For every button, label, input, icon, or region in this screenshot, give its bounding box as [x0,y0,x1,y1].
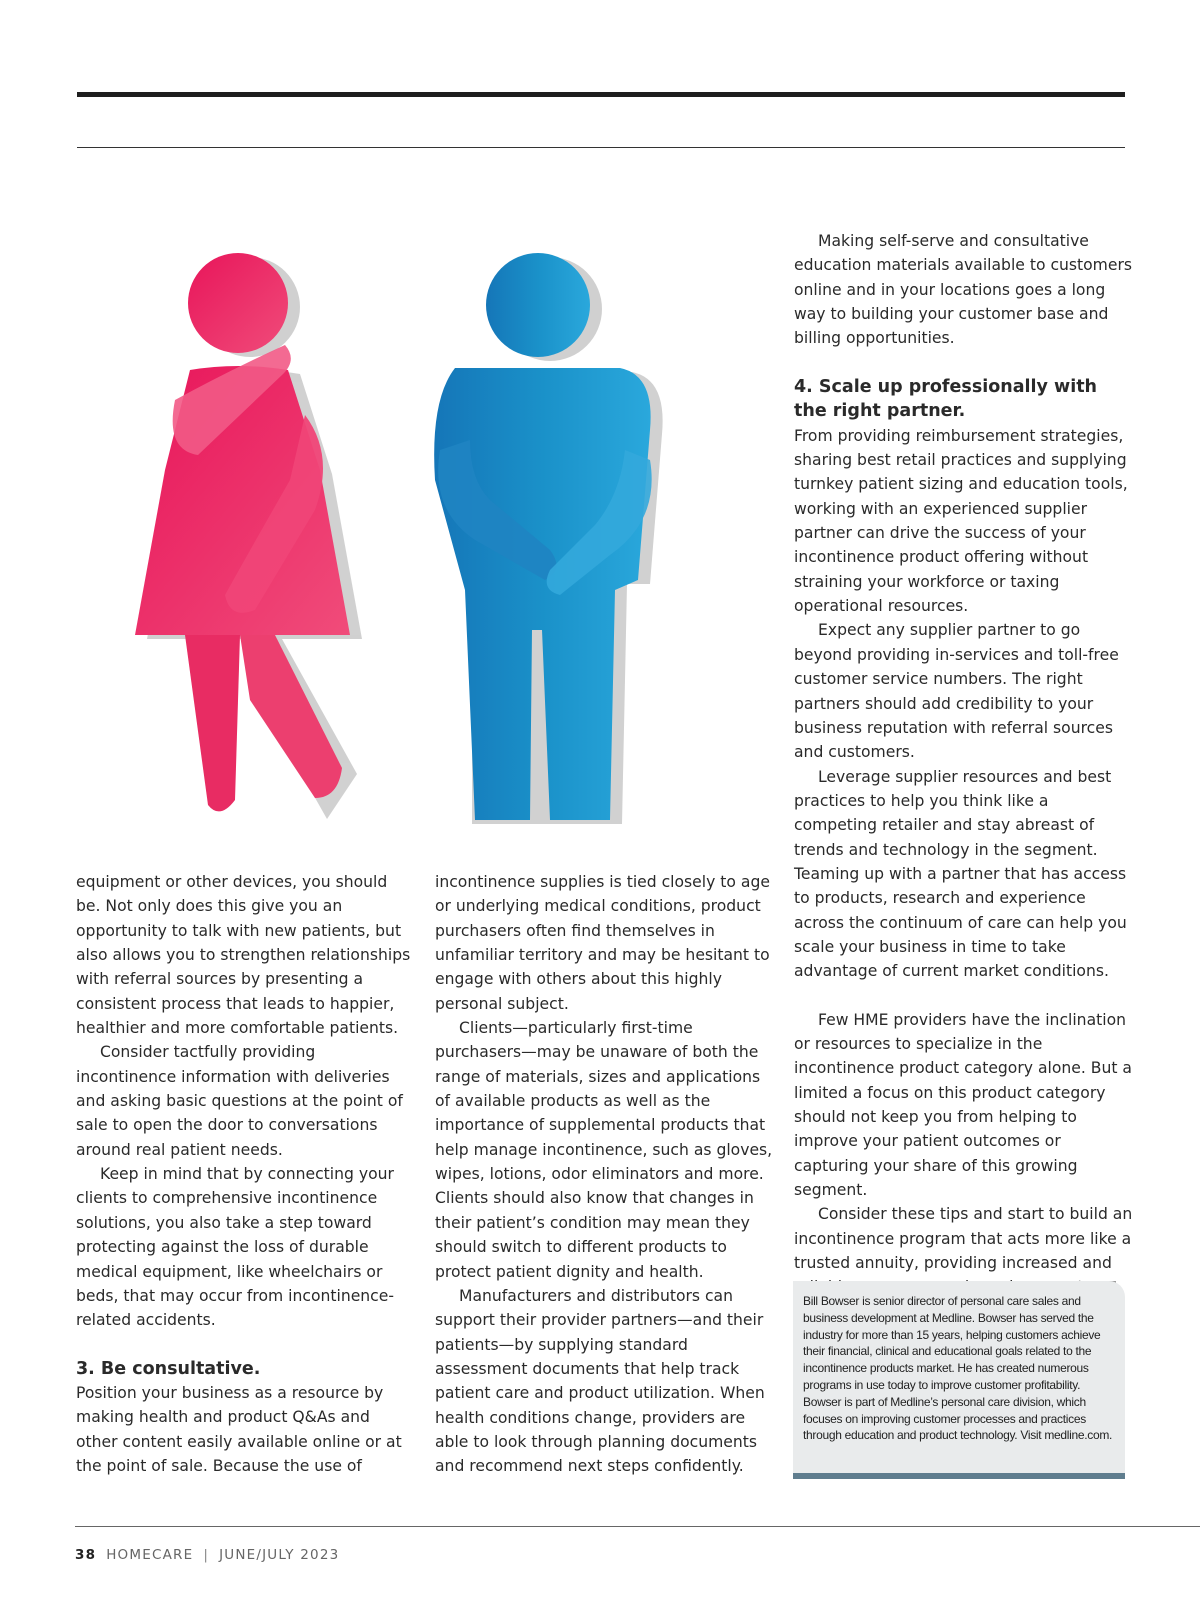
footer-separator: | [203,1547,210,1563]
col3-paragraph-2: From providing reimbursement strategies, sharing best retail practices and supplying turnkey patient sizing and education tools, working with an experienced supplier partner can drive the success of your incontinence product offering without straining your workforce or taxing operational resources. [794,426,1128,616]
page-footer [75,1547,339,1563]
author-bio-box [793,1281,1125,1479]
author-bio-text: Bill Bowser is senior director of personal care sales and business development at Medline. Bowser has served the industry for more than 15 years, helping customers achieve their financial, clinical and educational goals related to the incontinence products market. He has created numerous programs in use today to improve customer profitability. Bowser is part of Medline’s personal care division, which focuses on improving customer processes and practices through education and product technology. Visit medline.com. [803,1294,1113,1443]
incontinence-figures-illustration [120,250,700,850]
issue-date: JUNE/JULY 2023 [219,1547,340,1563]
page-number: 38 [75,1547,97,1563]
woman-head [188,253,288,353]
publication-name: HOMECARE [106,1547,194,1563]
article-column-3 [794,229,1134,1300]
section-heading-3: 3. Be consultative. [76,1358,261,1379]
col2-paragraph-2: Clients—particularly first-time purchasers—may be unaware of both the range of materials, sizes and applications of available products as well as the importance of supplemental products that help manage incontinence, such as gloves, wipes, lotions, odor eliminators and more. Clients should also know that changes in their patient’s condition may mean they should switch to different products to protect patient dignity and health. [435,1019,773,1281]
section-heading-4: 4. Scale up professionally with the right partner. [794,376,1098,422]
col1-paragraph-3: Keep in mind that by connecting your clients to comprehensive incontinence solutions, you also take a step toward protecting against the loss of durable medical equipment, like wheelchairs or beds, that may occur from incontinence-related accidents. [76,1165,394,1330]
col3-paragraph-6-text: Consider these tips and start to build an incontinence program that acts more like a trusted annuity, providing increased and [794,1205,1133,1273]
woman-figure [135,253,362,819]
col3-paragraph-5: Few HME providers have the inclination or resources to specialize in the incontinence product category alone. But a limited a focus on this product category should not keep you from helping to improve your patient outcomes or capturing your share of this growing segment. [794,1010,1132,1200]
col1-paragraph-4: Position your business as a resource by making health and product Q&As and other content easily available online or at the point of sale. Because the use of [76,1384,402,1476]
article-column-1 [76,870,416,1478]
header-rule-thin [77,147,1125,148]
man-figure [434,253,662,824]
col3-paragraph-4: Leverage supplier resources and best practices to help you think like a competing retailer and stay abreast of trends and technology in the segment. Teaming up with a partner that has access to products, research and experience across the continuum of care can help you scale your business in time to take advantage of current market conditions. [794,767,1127,981]
col2-paragraph-1: incontinence supplies is tied closely to age or underlying medical conditions, product purchasers often find themselves in unfamiliar territory and may be hesitant to engage with others about this highly personal subject. [435,873,770,1013]
footer-rule [75,1526,1200,1527]
col3-paragraph-1: Making self-serve and consultative education materials available to customers online and in your locations goes a long way to building your customer base and billing opportunities. [794,232,1133,348]
col2-paragraph-3: Manufacturers and distributors can support their provider partners—and their patients—by supplying standard assessment documents that help track patient care and product utilization. When health conditions change, providers are able to look through planning documents and recommend next steps confidently. [435,1286,765,1476]
col1-paragraph-2: Consider tactfully providing incontinence information with deliveries and asking basic questions at the point of sale to open the door to conversations around real patient needs. [76,1043,403,1159]
article-column-2 [435,870,775,1479]
woman-left-leg [185,635,240,811]
col1-paragraph-1: equipment or other devices, you should be. Not only does this give you an opportunity to talk with new patients, but also allows you to strengthen relationships with referral sources by presenting a consistent process that leads to happier, healthier and more comfortable patients. [76,873,411,1038]
header-rule-thick [77,92,1125,97]
man-head [486,253,590,357]
col3-paragraph-3: Expect any supplier partner to go beyond providing in-services and toll-free customer service numbers. The right partners should add credibility to your business reputation with referral sources and customers. [794,621,1119,762]
